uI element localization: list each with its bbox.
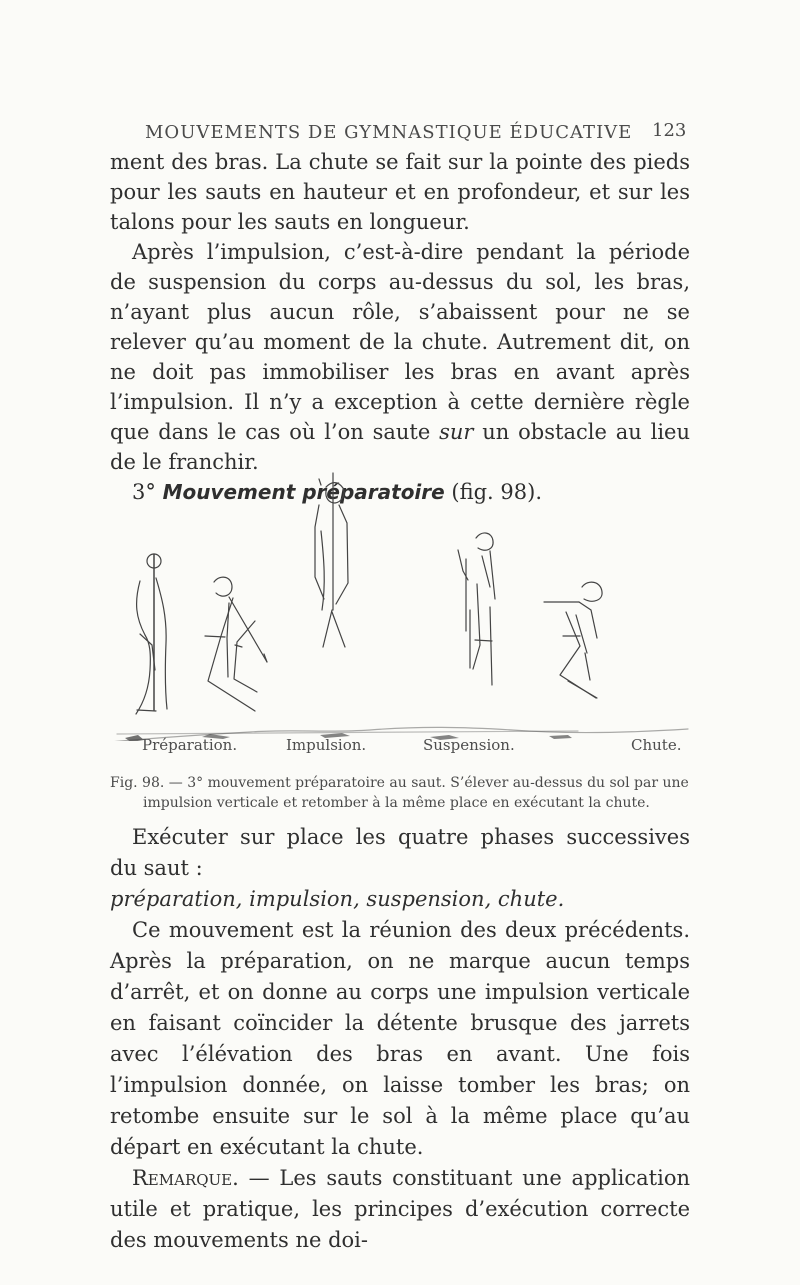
- paragraph-first: ment des bras. La chute se fait sur la pointe des pieds pour les sauts en hauteur et en profondeur, et sur les talons pour les sauts en longueur.: [110, 150, 690, 234]
- paragraph-fourth: Ce mouvement est la réunion des deux précédents. Après la préparation, on ne marque aucun temps d’arrêt, et on donne au corps une impulsion verticale en faisant coïncider la détente brusque des jarrets avec l’élévation des bras en avant. Une fois l’impulsion donnée, on laisse tomber les bras; on retombe ensuite sur le sol à la même place qu’au départ en exécutant la chute.: [110, 918, 690, 1159]
- paragraph-third-line-1: Exécuter sur place les quatre phases successives du saut :: [110, 825, 690, 880]
- section-title: Mouvement préparatoire: [162, 480, 445, 504]
- figure-caption-line-2: impulsion verticale et retomber à la même place en exécutant la chute.: [143, 795, 650, 811]
- figure-label-preparation: Préparation.: [142, 736, 238, 754]
- italic-word-sur: sur: [439, 420, 474, 444]
- section-number: 3°: [132, 480, 156, 504]
- page-header-title: MOUVEMENTS DE GYMNASTIQUE ÉDUCATIVE: [145, 122, 633, 143]
- page-number: 123: [652, 120, 687, 141]
- paragraph-second-text: Après l’impulsion, c’est-à-dire pendant la période de suspension du corps au-dessus du sol, les bras, n’ayant plus aucun rôle, s’abaissent pour ne se relever qu’au moment de la chute. Autrement dit, on ne doit pas immobiliser les bras en avant après l’impulsion. Il n’y a exception à cette dernière règle que dans le cas où l’on saute: [110, 240, 690, 444]
- remark-text: — Les sauts constituant une application utile et pratique, les principes d’exécution correcte des mouvements ne doi-: [110, 1166, 690, 1252]
- remark-paragraph: [110, 1163, 690, 1256]
- paragraph-third-line-2: [110, 884, 690, 915]
- figure-caption-line-1: Fig. 98. — 3° mouvement préparatoire au saut. S’élever au-dessus du sol par une: [110, 775, 689, 791]
- figure-98: [110, 433, 692, 754]
- jump-phases-illustration: [110, 433, 692, 741]
- figure-label-suspension: Suspension.: [423, 736, 515, 754]
- figure-caption: [110, 773, 690, 813]
- figure-label-impulsion: Impulsion.: [286, 736, 367, 754]
- remark-label: Remarque.: [132, 1166, 239, 1190]
- body-text-bottom: [110, 822, 690, 1256]
- figure-label-chute: Chute.: [631, 736, 682, 754]
- phases-list: préparation, impulsion, suspension, chute.: [110, 887, 565, 911]
- paragraph-second-end: un obstacle au lieu de le franchir.: [110, 420, 690, 474]
- section-figure-reference: (fig. 98).: [451, 480, 542, 504]
